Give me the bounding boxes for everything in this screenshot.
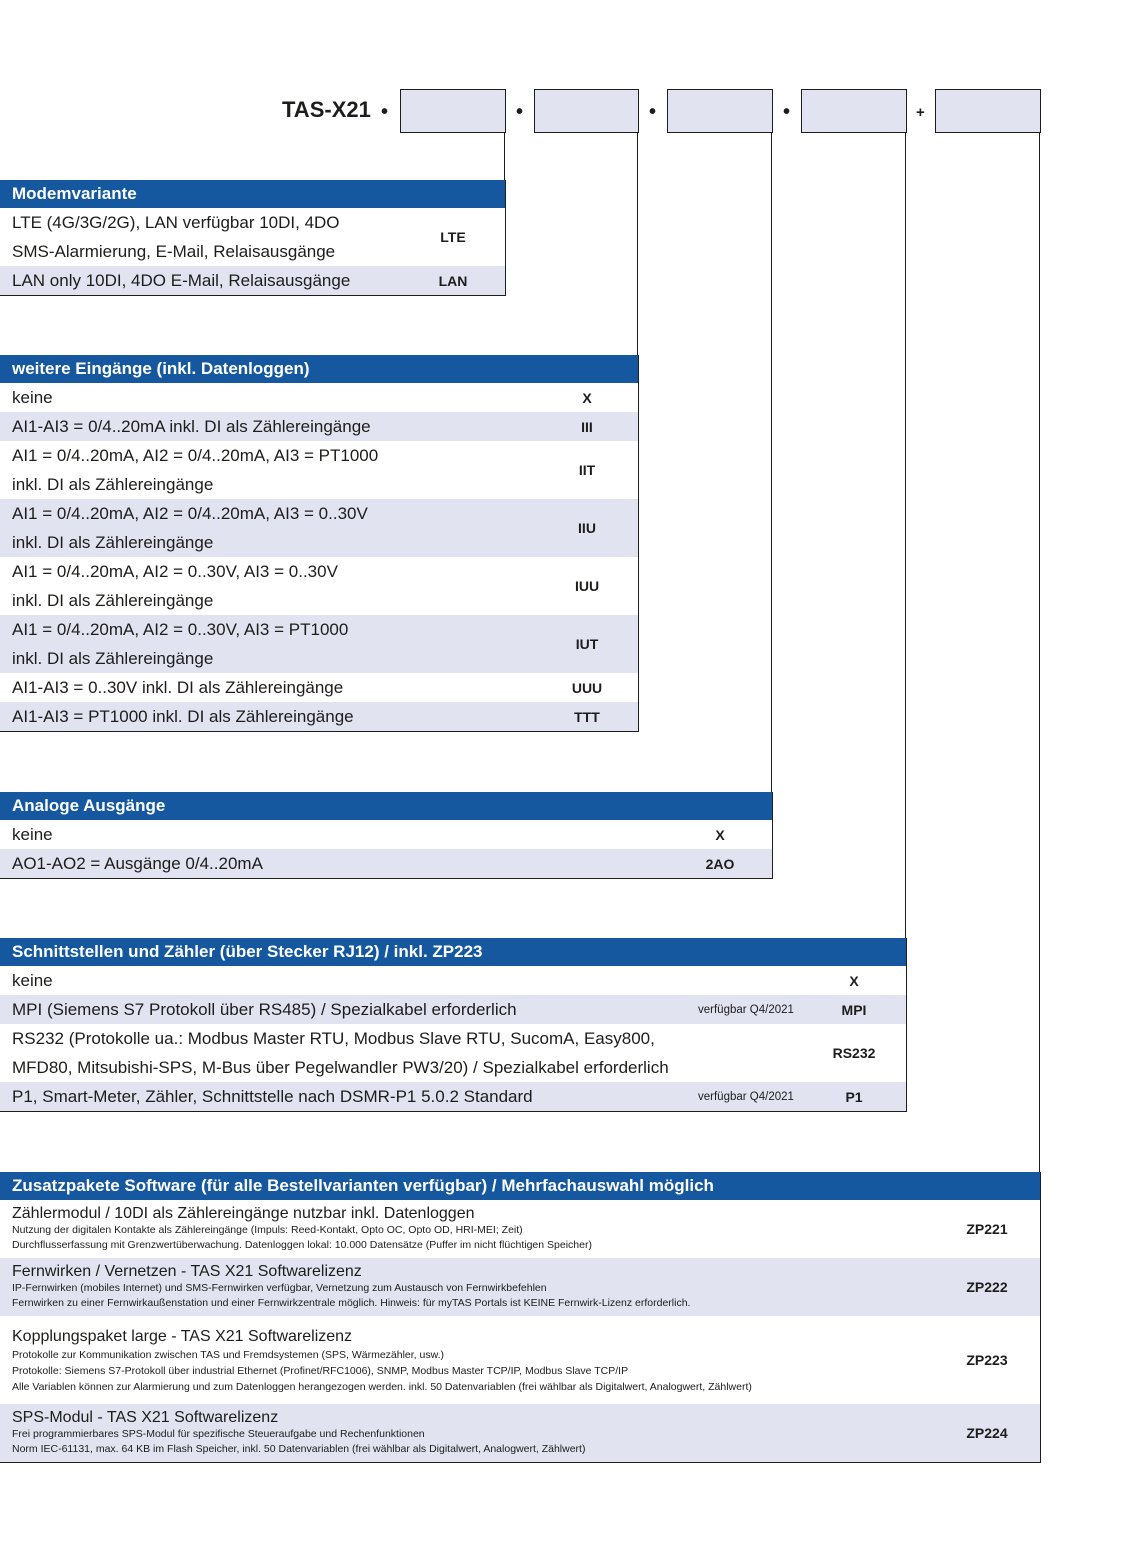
option-description: AI1 = 0/4..20mA, AI2 = 0/4..20mA, AI3 = PT1000 bbox=[12, 446, 379, 465]
code-box-analog[interactable] bbox=[667, 89, 773, 133]
option-code: ZP224 bbox=[966, 1425, 1008, 1441]
section-title: Schnittstellen und Zähler (über Stecker RJ12) / inkl. ZP223 bbox=[0, 938, 906, 966]
option-row-lan[interactable] bbox=[0, 266, 505, 295]
option-row-lte[interactable] bbox=[0, 208, 505, 266]
option-code: ZP223 bbox=[966, 1352, 1008, 1368]
separator-plus: + bbox=[916, 104, 925, 121]
section-title: Analoge Ausgänge bbox=[0, 792, 772, 820]
section-analog bbox=[0, 792, 773, 879]
option-description: keine bbox=[12, 971, 53, 990]
option-description: RS232 (Protokolle ua.: Modbus Master RTU, Modbus Slave RTU, SucomA, Easy800, bbox=[12, 1029, 655, 1048]
package-title: SPS-Modul - TAS X21 Softwarelizenz bbox=[12, 1409, 279, 1426]
package-detail: Nutzung der digitalen Kontakte als Zählereingänge (Impuls: Reed-Kontakt, Opto OC, Opto OD, HRI-MEI; Zeit) bbox=[12, 1224, 523, 1236]
option-code: X bbox=[849, 972, 859, 989]
option-description: AI1-AI3 = PT1000 inkl. DI als Zählereingänge bbox=[12, 707, 354, 726]
availability-note: verfügbar Q4/2021 bbox=[698, 1003, 794, 1016]
option-code: MPI bbox=[841, 1001, 867, 1018]
package-row-zp221[interactable] bbox=[0, 1200, 1040, 1258]
code-box-interfaces[interactable] bbox=[801, 89, 907, 133]
connector-line bbox=[637, 133, 638, 355]
option-code: IIU bbox=[578, 520, 596, 536]
option-description: inkl. DI als Zählereingänge bbox=[12, 591, 214, 610]
connector-line bbox=[1039, 133, 1040, 1173]
option-code: LTE bbox=[440, 229, 466, 245]
code-box-modem[interactable] bbox=[400, 89, 506, 133]
option-row-iuu[interactable] bbox=[0, 557, 638, 615]
section-interfaces bbox=[0, 938, 907, 1112]
option-description: AO1-AO2 = Ausgänge 0/4..20mA bbox=[12, 854, 263, 873]
option-description: AI1 = 0/4..20mA, AI2 = 0..30V, AI3 = 0..30V bbox=[12, 562, 338, 581]
option-code: III bbox=[581, 418, 593, 435]
separator-dot: • bbox=[381, 101, 389, 123]
package-detail: Norm IEC-61131, max. 64 KB im Flash Speicher, inkl. 50 Datenvariablen (frei wählbar als Digitalwert, Analogwert, Zählwert) bbox=[12, 1443, 586, 1455]
separator-dot: • bbox=[783, 101, 791, 123]
option-code: LAN bbox=[438, 272, 468, 289]
option-description: LTE (4G/3G/2G), LAN verfügbar 10DI, 4DO bbox=[12, 213, 340, 232]
option-row-x[interactable] bbox=[0, 966, 906, 995]
option-description: keine bbox=[12, 825, 53, 844]
option-row-rs232[interactable] bbox=[0, 1024, 906, 1082]
connector-line bbox=[771, 133, 772, 793]
option-description: AI1-AI3 = 0/4..20mA inkl. DI als Zählereingänge bbox=[12, 417, 371, 436]
option-code: X bbox=[582, 389, 592, 406]
package-detail: Protokolle zur Kommunikation zwischen TAS und Fremdsystemen (SPS, Wärmezähler, usw.) bbox=[12, 1349, 445, 1361]
code-box-software[interactable] bbox=[935, 89, 1041, 133]
option-description: inkl. DI als Zählereingänge bbox=[12, 475, 214, 494]
option-row-ttt[interactable] bbox=[0, 702, 638, 731]
package-row-zp223[interactable] bbox=[0, 1316, 1040, 1404]
option-description: SMS-Alarmierung, E-Mail, Relaisausgänge bbox=[12, 242, 336, 261]
section-title: Zusatzpakete Software (für alle Bestellvarianten verfügbar) / Mehrfachauswahl möglich bbox=[0, 1172, 1040, 1200]
code-box-inputs[interactable] bbox=[534, 89, 639, 133]
option-description: P1, Smart-Meter, Zähler, Schnittstelle nach DSMR-P1 5.0.2 Standard bbox=[12, 1087, 533, 1106]
availability-note: verfügbar Q4/2021 bbox=[698, 1090, 794, 1103]
option-row-mpi[interactable] bbox=[0, 995, 906, 1024]
option-row-p1[interactable] bbox=[0, 1082, 906, 1111]
package-detail: Alle Variablen können zur Alarmierung und zum Datenloggen herangezogen werden. inkl. 50 Datenvariablen (frei wählbar als Digitalwert, Analogwert, Zählwert) bbox=[12, 1381, 752, 1393]
option-description: inkl. DI als Zählereingänge bbox=[12, 649, 214, 668]
option-code: IIT bbox=[578, 462, 596, 478]
section-title: weitere Eingänge (inkl. Datenloggen) bbox=[0, 355, 638, 383]
option-code: IUU bbox=[574, 578, 600, 594]
option-description: LAN only 10DI, 4DO E-Mail, Relaisausgänge bbox=[12, 271, 351, 290]
package-detail: Durchflusserfassung mit Grenzwertüberwachung. Datenloggen lokal: 10.000 Datensätze (Puffer im nicht flüchtigen Speicher) bbox=[12, 1239, 592, 1251]
package-detail: Protokolle: Siemens S7-Protokoll über industrial Ethernet (Profinet/RFC1006), SNMP, Modbus Master TCP/IP, Modbus Slave TCP/IP bbox=[12, 1365, 629, 1377]
option-row-iit[interactable] bbox=[0, 441, 638, 499]
product-title: TAS-X21 bbox=[282, 97, 371, 122]
option-code: P1 bbox=[845, 1088, 863, 1105]
package-row-zp224[interactable] bbox=[0, 1404, 1040, 1462]
section-inputs bbox=[0, 355, 639, 732]
package-detail: Frei programmierbares SPS-Modul für spezifische Steueraufgabe und Rechenfunktionen bbox=[12, 1428, 425, 1440]
option-description: AI1-AI3 = 0..30V inkl. DI als Zählereingänge bbox=[12, 678, 344, 697]
connector-line bbox=[504, 133, 505, 181]
package-title: Fernwirken / Vernetzen - TAS X21 Softwarelizenz bbox=[12, 1263, 362, 1280]
option-code: UUU bbox=[571, 679, 603, 696]
option-row-2ao[interactable] bbox=[0, 849, 772, 878]
option-code: TTT bbox=[574, 708, 600, 725]
option-code: IUT bbox=[575, 636, 599, 652]
package-title: Kopplungspaket large - TAS X21 Softwarelizenz bbox=[12, 1328, 353, 1345]
option-code: RS232 bbox=[832, 1045, 876, 1061]
option-row-iut[interactable] bbox=[0, 615, 638, 673]
option-code: ZP221 bbox=[966, 1221, 1008, 1237]
section-software bbox=[0, 1172, 1041, 1463]
option-row-x[interactable] bbox=[0, 383, 638, 412]
section-title: Modemvariante bbox=[0, 180, 505, 208]
connector-line bbox=[905, 133, 906, 939]
option-description: AI1 = 0/4..20mA, AI2 = 0/4..20mA, AI3 = 0..30V bbox=[12, 504, 368, 523]
option-row-uuu[interactable] bbox=[0, 673, 638, 702]
separator-dot: • bbox=[649, 101, 657, 123]
package-detail: Fernwirken zu einer Fernwirkaußenstation und einer Fernwirkzentrale möglich. Hinweis: für myTAS Portals ist KEINE Fernwirk-Lizenz erforderlich. bbox=[12, 1297, 691, 1309]
option-row-iii[interactable] bbox=[0, 412, 638, 441]
option-row-x[interactable] bbox=[0, 820, 772, 849]
package-title: Zählermodul / 10DI als Zählereingänge nutzbar inkl. Datenloggen bbox=[12, 1205, 475, 1222]
option-description: MPI (Siemens S7 Protokoll über RS485) / Spezialkabel erforderlich bbox=[12, 1000, 517, 1019]
option-code: X bbox=[715, 826, 725, 843]
option-code: ZP222 bbox=[966, 1279, 1008, 1295]
option-row-iiu[interactable] bbox=[0, 499, 638, 557]
package-row-zp222[interactable] bbox=[0, 1258, 1040, 1316]
separator-dot: • bbox=[516, 101, 524, 123]
option-description: inkl. DI als Zählereingänge bbox=[12, 533, 214, 552]
package-detail: IP-Fernwirken (mobiles Internet) und SMS-Fernwirken verfügbar, Vernetzung zum Austausch von Fernwirkbefehlen bbox=[12, 1282, 547, 1294]
option-description: keine bbox=[12, 388, 53, 407]
option-description: MFD80, Mitsubishi-SPS, M-Bus über Pegelwandler PW3/20) / Spezialkabel erforderlich bbox=[12, 1058, 669, 1077]
section-modem bbox=[0, 180, 506, 296]
option-description: AI1 = 0/4..20mA, AI2 = 0..30V, AI3 = PT1000 bbox=[12, 620, 349, 639]
option-code: 2AO bbox=[705, 855, 735, 872]
